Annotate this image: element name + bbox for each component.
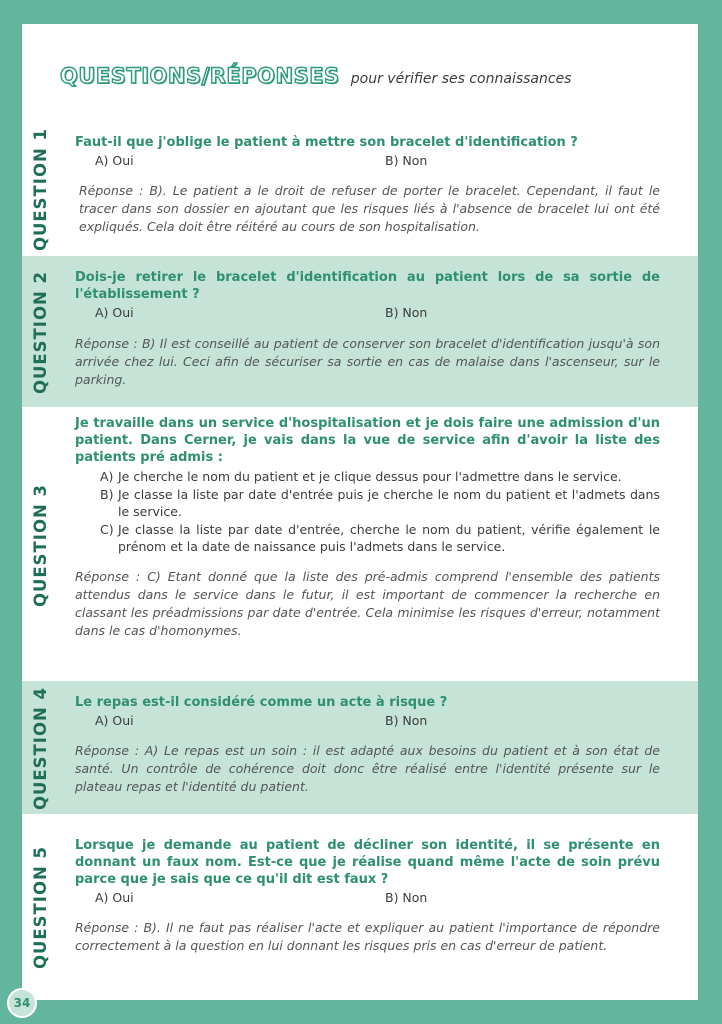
- choice-item: [75, 521, 660, 555]
- choice-text: Je cherche le nom du patient et je clique dessus pour l'admettre dans le service.: [118, 469, 622, 484]
- question-content: [75, 837, 660, 955]
- question-label: QUESTION 4: [31, 686, 51, 811]
- answer-text: Réponse : C) Etant donné que la liste des pré-admis comprend l'ensemble des patients attendus dans le service dans le futur, il est important de commencer la recherche en classant les préadmissions par date d'entrée. Cela minimise les risques d'erreur, notamment dans le cas d'homonymes.: [75, 569, 660, 638]
- page-number: 34: [7, 988, 37, 1018]
- option-b: B) Non: [385, 305, 428, 320]
- option-a: A) Oui: [95, 305, 134, 320]
- question-text: Dois-je retirer le bracelet d'identification au patient lors de sa sortie de l'établissement ?: [75, 270, 660, 302]
- choice-text: Je classe la liste par date d'entrée puis je cherche le nom du patient et l'admets dans le service.: [118, 487, 660, 519]
- question-options: [75, 711, 660, 729]
- answer-text: Réponse : B) Il est conseillé au patient de conserver son bracelet d'identification jusqu'à son arrivée chez lui. Ceci afin de sécuriser sa sortie en cas de malaise dans l'ascenseur, sur le parking.: [75, 336, 660, 387]
- question-label: QUESTION 2: [31, 270, 51, 395]
- choice-text: Je classe la liste par date d'entrée, cherche le nom du patient, vérifie également le prénom et la date de naissance puis l'admets dans le service.: [118, 522, 660, 554]
- question-text: Faut-il que j'oblige le patient à mettre son bracelet d'identification ?: [75, 135, 578, 150]
- question-label: QUESTION 5: [31, 845, 51, 969]
- question-block-1: [22, 120, 698, 256]
- option-a: A) Oui: [95, 713, 134, 728]
- question-content: [75, 694, 660, 796]
- question-label: QUESTION 1: [31, 127, 51, 251]
- question-content: [75, 134, 660, 236]
- question-block-3: [22, 407, 698, 681]
- question-text: Le repas est-il considéré comme un acte à risque ?: [75, 695, 448, 710]
- answer-text: Réponse : B). Le patient a le droit de refuser de porter le bracelet. Cependant, il faut le tracer dans son dossier en ajoutant que les risques liés à l'absence de bracelet lui ont été expliqués. Cela doit être réitéré au cours de son hospitalisation.: [79, 183, 660, 234]
- question-block-2: [22, 256, 698, 407]
- page-subtitle: pour vérifier ses connaissances: [350, 71, 572, 87]
- option-b: B) Non: [385, 713, 428, 728]
- question-options: [75, 303, 660, 321]
- question-content: [75, 415, 660, 640]
- choice-letter: A): [100, 469, 114, 484]
- answer-choices: [75, 468, 660, 555]
- question-options: [75, 151, 660, 169]
- choice-item: [75, 486, 660, 520]
- question-text: Je travaille dans un service d'hospitalisation et je dois faire une admission d'un patient. Dans Cerner, je vais dans la vue de service afin d'avoir la liste des patients pré admis :: [75, 416, 660, 465]
- choice-letter: B): [100, 487, 114, 502]
- option-a: A) Oui: [95, 153, 134, 168]
- question-block-4: [22, 681, 698, 814]
- choice-item: [75, 468, 660, 485]
- option-b: B) Non: [385, 890, 428, 905]
- option-b: B) Non: [385, 153, 428, 168]
- answer-text: Réponse : A) Le repas est un soin : il est adapté aux besoins du patient et à son état de santé. Un contrôle de cohérence doit donc être réalisé entre l'identité présente sur le plateau repas et l'identité du patient.: [75, 743, 660, 794]
- question-label: QUESTION 3: [31, 483, 51, 607]
- document-page: [22, 24, 698, 1000]
- question-block-5: [22, 814, 698, 990]
- page-header: [60, 64, 571, 104]
- question-options: [75, 888, 660, 906]
- choice-letter: C): [100, 522, 114, 537]
- answer-text: Réponse : B). Il ne faut pas réaliser l'acte et expliquer au patient l'importance de répondre correctement à la question en lui donnant les risques pris en cas d'erreur de patient.: [75, 920, 660, 953]
- option-a: A) Oui: [95, 890, 134, 905]
- question-content: [75, 269, 660, 389]
- page-title: QUESTIONS/RÉPONSES: [60, 64, 340, 88]
- question-text: Lorsque je demande au patient de décliner son identité, il se présente en donnant un faux nom. Est-ce que je réalise quand même l'acte de soin prévu parce que je sais que ce qu'il dit est faux ?: [75, 838, 660, 887]
